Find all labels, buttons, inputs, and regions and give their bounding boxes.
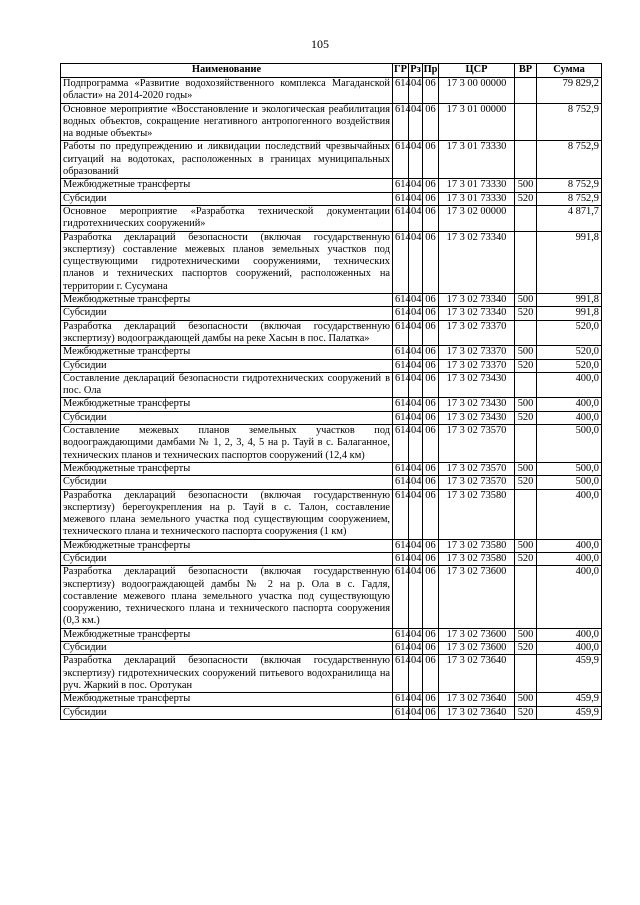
row-gr: 614	[393, 476, 409, 489]
row-pr: 06	[423, 425, 439, 463]
table-row	[61, 205, 602, 231]
row-rz: 04	[409, 294, 423, 307]
row-csr: 17 3 02 73570	[439, 476, 515, 489]
row-sum: 400,0	[537, 539, 602, 552]
row-gr: 614	[393, 346, 409, 359]
row-gr: 614	[393, 320, 409, 346]
table-row	[61, 359, 602, 372]
row-csr: 17 3 02 73600	[439, 642, 515, 655]
row-rz: 04	[409, 398, 423, 411]
row-gr: 614	[393, 411, 409, 424]
row-csr: 17 3 02 73600	[439, 628, 515, 641]
row-name: Межбюджетные трансферты	[61, 628, 393, 641]
table-row	[61, 179, 602, 192]
row-sum: 991,8	[537, 231, 602, 293]
row-sum: 991,8	[537, 294, 602, 307]
row-rz: 04	[409, 179, 423, 192]
row-pr: 06	[423, 103, 439, 141]
row-vr	[515, 231, 537, 293]
row-pr: 06	[423, 706, 439, 719]
row-gr: 614	[393, 655, 409, 693]
table-row	[61, 552, 602, 565]
table-row	[61, 320, 602, 346]
row-rz: 04	[409, 359, 423, 372]
row-csr: 17 3 02 73340	[439, 307, 515, 320]
row-csr: 17 3 02 73580	[439, 552, 515, 565]
row-pr: 06	[423, 476, 439, 489]
row-name: Разработка деклараций безопасности (включая государственную экспертизу) гидротехнических сооружений питьевого водохранилища на руч. Жаркий в пос. Оротукан	[61, 655, 393, 693]
row-vr: 520	[515, 192, 537, 205]
row-csr: 17 3 02 73570	[439, 425, 515, 463]
row-gr: 614	[393, 628, 409, 641]
row-pr: 06	[423, 205, 439, 231]
table-row	[61, 693, 602, 706]
row-name: Межбюджетные трансферты	[61, 346, 393, 359]
row-pr: 06	[423, 489, 439, 539]
row-pr: 06	[423, 642, 439, 655]
row-pr: 06	[423, 78, 439, 104]
row-gr: 614	[393, 398, 409, 411]
row-name: Межбюджетные трансферты	[61, 539, 393, 552]
row-csr: 17 3 02 73340	[439, 294, 515, 307]
row-rz: 04	[409, 346, 423, 359]
row-sum: 8 752,9	[537, 103, 602, 141]
row-vr: 500	[515, 179, 537, 192]
row-sum: 520,0	[537, 320, 602, 346]
row-name: Межбюджетные трансферты	[61, 294, 393, 307]
table-row	[61, 642, 602, 655]
table-row	[61, 307, 602, 320]
table-body	[61, 78, 602, 720]
row-rz: 04	[409, 539, 423, 552]
header-sum: Сумма	[537, 64, 602, 78]
row-pr: 06	[423, 411, 439, 424]
table-row	[61, 294, 602, 307]
row-csr: 17 3 02 73430	[439, 372, 515, 398]
row-gr: 614	[393, 205, 409, 231]
row-rz: 04	[409, 372, 423, 398]
table-row	[61, 372, 602, 398]
row-name: Субсидии	[61, 642, 393, 655]
budget-table	[60, 63, 602, 720]
row-name: Субсидии	[61, 307, 393, 320]
row-sum: 400,0	[537, 628, 602, 641]
row-sum: 520,0	[537, 346, 602, 359]
row-sum: 459,9	[537, 655, 602, 693]
row-vr: 500	[515, 294, 537, 307]
row-pr: 06	[423, 192, 439, 205]
row-vr	[515, 425, 537, 463]
table-header-row	[61, 64, 602, 78]
row-vr: 520	[515, 642, 537, 655]
row-gr: 614	[393, 103, 409, 141]
row-gr: 614	[393, 425, 409, 463]
row-sum: 500,0	[537, 476, 602, 489]
row-pr: 06	[423, 566, 439, 628]
row-rz: 04	[409, 205, 423, 231]
row-gr: 614	[393, 566, 409, 628]
row-vr	[515, 489, 537, 539]
row-name: Межбюджетные трансферты	[61, 398, 393, 411]
table-row	[61, 78, 602, 104]
row-gr: 614	[393, 294, 409, 307]
table-row	[61, 141, 602, 179]
row-sum: 8 752,9	[537, 179, 602, 192]
table-row	[61, 398, 602, 411]
row-gr: 614	[393, 179, 409, 192]
row-rz: 04	[409, 655, 423, 693]
table-row	[61, 411, 602, 424]
row-gr: 614	[393, 693, 409, 706]
row-name: Субсидии	[61, 192, 393, 205]
row-csr: 17 3 00 00000	[439, 78, 515, 104]
row-csr: 17 3 01 73330	[439, 141, 515, 179]
row-vr	[515, 320, 537, 346]
row-gr: 614	[393, 642, 409, 655]
row-csr: 17 3 01 73330	[439, 192, 515, 205]
row-name: Межбюджетные трансферты	[61, 179, 393, 192]
row-csr: 17 3 02 73370	[439, 320, 515, 346]
row-sum: 991,8	[537, 307, 602, 320]
row-name: Субсидии	[61, 359, 393, 372]
row-sum: 8 752,9	[537, 141, 602, 179]
row-sum: 500,0	[537, 462, 602, 475]
page-number: 105	[311, 37, 329, 51]
row-name: Разработка деклараций безопасности (включая государственную экспертизу) составление межевых планов земельных участков под существующими гидротехническими сооружениями, технических планов и технических паспортов сооружений, расположенных на территории г. Сусумана	[61, 231, 393, 293]
row-name: Подпрограмма «Развитие водохозяйственного комплекса Магаданской области» на 2014-2020 годы»	[61, 78, 393, 104]
row-vr: 500	[515, 628, 537, 641]
row-sum: 400,0	[537, 372, 602, 398]
row-pr: 06	[423, 552, 439, 565]
row-gr: 614	[393, 489, 409, 539]
table-row	[61, 489, 602, 539]
table-row	[61, 706, 602, 719]
row-csr: 17 3 02 73430	[439, 411, 515, 424]
row-vr	[515, 372, 537, 398]
row-csr: 17 3 02 73370	[439, 346, 515, 359]
row-rz: 04	[409, 706, 423, 719]
row-rz: 04	[409, 628, 423, 641]
row-name: Основное мероприятие «Восстановление и экологическая реабилитация водных объектов, сокращение негативного антропогенного воздействия на водные объекты»	[61, 103, 393, 141]
row-gr: 614	[393, 539, 409, 552]
row-gr: 614	[393, 231, 409, 293]
row-sum: 400,0	[537, 398, 602, 411]
row-sum: 500,0	[537, 425, 602, 463]
row-name: Разработка деклараций безопасности (включая государственную экспертизу) берегоукрепления на р. Тауй в с. Талон, составление межевого плана земельного участка под существующим сооружением, технического плана и технического паспорта сооружения (1 км)	[61, 489, 393, 539]
table-row	[61, 425, 602, 463]
row-csr: 17 3 02 73570	[439, 462, 515, 475]
row-vr: 500	[515, 398, 537, 411]
row-csr: 17 3 02 73640	[439, 655, 515, 693]
row-sum: 400,0	[537, 552, 602, 565]
row-name: Межбюджетные трансферты	[61, 693, 393, 706]
row-rz: 04	[409, 462, 423, 475]
row-pr: 06	[423, 141, 439, 179]
row-pr: 06	[423, 462, 439, 475]
row-gr: 614	[393, 141, 409, 179]
row-pr: 06	[423, 359, 439, 372]
row-sum: 79 829,2	[537, 78, 602, 104]
row-gr: 614	[393, 372, 409, 398]
table-row	[61, 103, 602, 141]
row-vr: 500	[515, 539, 537, 552]
row-name: Составление межевых планов земельных участков под водоограждающими дамбами № 1, 2, 3, 4, 5 на р. Тауй в с. Балаганное, технических планов и технических паспортов сооружений (12,4 км)	[61, 425, 393, 463]
row-csr: 17 3 02 73340	[439, 231, 515, 293]
table-row	[61, 655, 602, 693]
row-pr: 06	[423, 320, 439, 346]
row-rz: 04	[409, 307, 423, 320]
row-rz: 04	[409, 231, 423, 293]
table-row	[61, 628, 602, 641]
row-pr: 06	[423, 231, 439, 293]
table-row	[61, 539, 602, 552]
row-gr: 614	[393, 307, 409, 320]
row-sum: 459,9	[537, 706, 602, 719]
row-csr: 17 3 02 73580	[439, 489, 515, 539]
row-pr: 06	[423, 398, 439, 411]
header-csr: ЦСР	[439, 64, 515, 78]
table-row	[61, 231, 602, 293]
row-csr: 17 3 01 00000	[439, 103, 515, 141]
row-rz: 04	[409, 78, 423, 104]
row-csr: 17 3 02 73430	[439, 398, 515, 411]
row-rz: 04	[409, 642, 423, 655]
row-name: Разработка деклараций безопасности (включая государственную экспертизу) водоограждающей дамбы на реке Хасын в пос. Палатка»	[61, 320, 393, 346]
row-csr: 17 3 02 73600	[439, 566, 515, 628]
table-row	[61, 462, 602, 475]
row-rz: 04	[409, 489, 423, 539]
row-csr: 17 3 02 73640	[439, 706, 515, 719]
row-gr: 614	[393, 192, 409, 205]
row-vr: 500	[515, 462, 537, 475]
row-rz: 04	[409, 425, 423, 463]
row-name: Основное мероприятие «Разработка технической документации гидротехнических сооружений»	[61, 205, 393, 231]
row-sum: 4 871,7	[537, 205, 602, 231]
row-csr: 17 3 02 00000	[439, 205, 515, 231]
header-rz: Рз	[409, 64, 423, 78]
row-pr: 06	[423, 372, 439, 398]
row-csr: 17 3 02 73580	[439, 539, 515, 552]
header-vr: ВР	[515, 64, 537, 78]
row-gr: 614	[393, 359, 409, 372]
row-sum: 400,0	[537, 642, 602, 655]
row-vr	[515, 566, 537, 628]
row-vr: 520	[515, 706, 537, 719]
row-rz: 04	[409, 566, 423, 628]
row-csr: 17 3 02 73640	[439, 693, 515, 706]
row-pr: 06	[423, 307, 439, 320]
row-sum: 459,9	[537, 693, 602, 706]
row-vr: 520	[515, 552, 537, 565]
header-name: Наименование	[61, 64, 393, 78]
row-vr: 520	[515, 359, 537, 372]
row-rz: 04	[409, 103, 423, 141]
row-sum: 400,0	[537, 411, 602, 424]
row-vr: 520	[515, 411, 537, 424]
row-name: Работы по предупреждению и ликвидации последствий чрезвычайных ситуаций на водотоках, расположенных в границах муниципальных образований	[61, 141, 393, 179]
row-vr: 500	[515, 346, 537, 359]
row-gr: 614	[393, 706, 409, 719]
header-gr: ГР	[393, 64, 409, 78]
row-vr	[515, 141, 537, 179]
row-vr: 500	[515, 693, 537, 706]
row-pr: 06	[423, 179, 439, 192]
row-gr: 614	[393, 462, 409, 475]
row-name: Межбюджетные трансферты	[61, 462, 393, 475]
table-row	[61, 192, 602, 205]
row-vr: 520	[515, 307, 537, 320]
row-vr: 520	[515, 476, 537, 489]
row-pr: 06	[423, 539, 439, 552]
row-name: Разработка деклараций безопасности (включая государственную экспертизу) водоограждающей дамбы № 2 на р. Ола в с. Гадля, составление межевого плана земельного участка под существующую сооружению, технического плана и технического паспорта сооружения (0,3 км.)	[61, 566, 393, 628]
row-name: Составление деклараций безопасности гидротехнических сооружений в пос. Ола	[61, 372, 393, 398]
row-name: Субсидии	[61, 706, 393, 719]
row-vr	[515, 78, 537, 104]
row-rz: 04	[409, 693, 423, 706]
table-row	[61, 476, 602, 489]
row-sum: 520,0	[537, 359, 602, 372]
row-pr: 06	[423, 655, 439, 693]
row-name: Субсидии	[61, 552, 393, 565]
row-gr: 614	[393, 552, 409, 565]
row-pr: 06	[423, 346, 439, 359]
row-pr: 06	[423, 628, 439, 641]
row-sum: 400,0	[537, 489, 602, 539]
row-gr: 614	[393, 78, 409, 104]
row-csr: 17 3 01 73330	[439, 179, 515, 192]
row-pr: 06	[423, 294, 439, 307]
table-row	[61, 346, 602, 359]
row-vr	[515, 205, 537, 231]
row-rz: 04	[409, 411, 423, 424]
row-csr: 17 3 02 73370	[439, 359, 515, 372]
row-pr: 06	[423, 693, 439, 706]
row-vr	[515, 655, 537, 693]
row-rz: 04	[409, 320, 423, 346]
row-rz: 04	[409, 552, 423, 565]
row-vr	[515, 103, 537, 141]
row-name: Субсидии	[61, 411, 393, 424]
row-rz: 04	[409, 192, 423, 205]
row-sum: 8 752,9	[537, 192, 602, 205]
row-name: Субсидии	[61, 476, 393, 489]
row-sum: 400,0	[537, 566, 602, 628]
row-rz: 04	[409, 141, 423, 179]
table-row	[61, 566, 602, 628]
row-rz: 04	[409, 476, 423, 489]
header-pr: Пр	[423, 64, 439, 78]
